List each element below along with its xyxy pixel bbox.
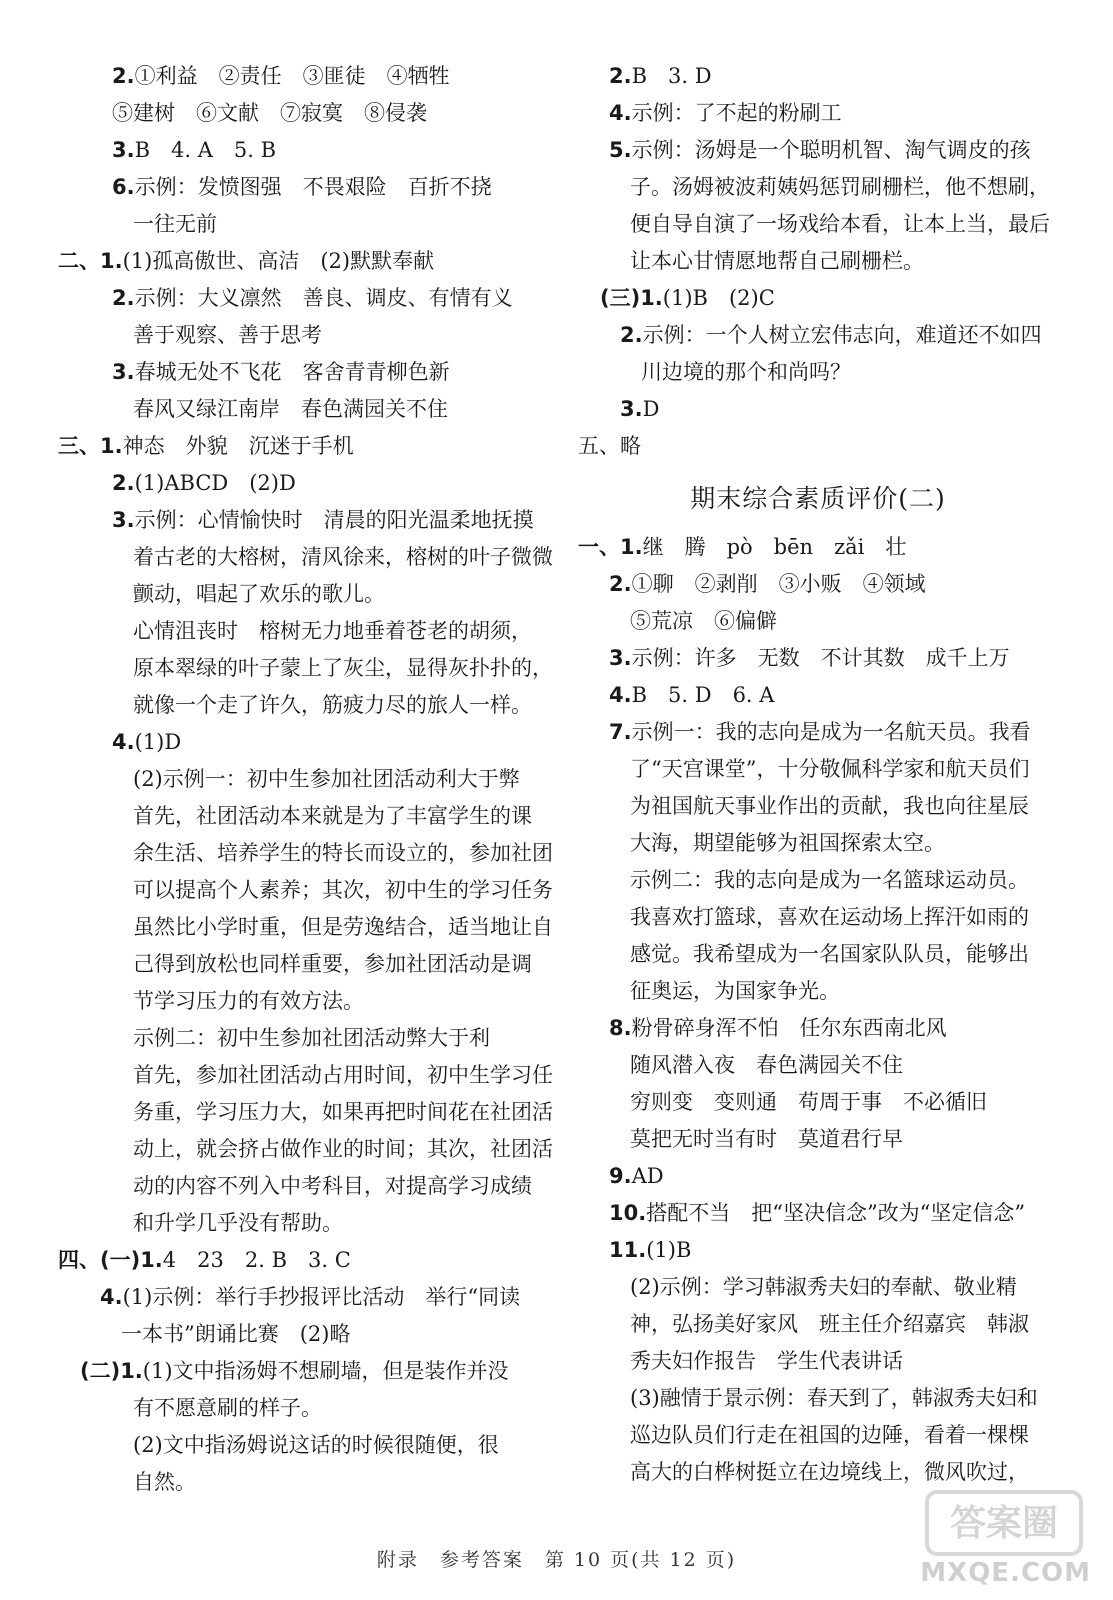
answer-text: 一本书”朗诵比赛 (2)略 <box>100 1322 351 1346</box>
answer-line <box>58 132 558 169</box>
answer-text: 神态 外貌 沉迷于手机 <box>122 434 354 458</box>
answer-line <box>58 95 558 132</box>
answer-line <box>58 576 558 613</box>
answer-text: 自然。 <box>112 1470 196 1494</box>
answer-line <box>578 1380 1058 1417</box>
answer-text: 大海，期望能够为祖国探索太空。 <box>609 831 945 855</box>
answer-line <box>58 169 558 206</box>
answer-line <box>578 95 1058 132</box>
answer-text: 春城无处不飞花 客舍青青柳色新 <box>134 360 450 384</box>
answer-line <box>58 280 558 317</box>
answer-text: 高大的白桦树挺立在边境线上，微风吹过， <box>609 1460 1029 1484</box>
question-number: 6. <box>112 175 135 199</box>
answer-text: 示例：心情愉快时 清晨的阳光温柔地抚摸 <box>134 508 534 532</box>
answer-line <box>58 1464 558 1501</box>
answer-line <box>58 835 558 872</box>
answer-line <box>58 1390 558 1427</box>
question-number: 5. <box>609 138 632 162</box>
answer-line <box>578 243 1058 280</box>
answer-line <box>58 1353 558 1390</box>
answer-text: ①聊 ②剥削 ③小贩 ④领域 <box>631 572 926 596</box>
answer-line <box>58 761 558 798</box>
question-number: 2. <box>112 64 135 88</box>
answer-text: 我喜欢打篮球，喜欢在运动场上挥汗如雨的 <box>609 905 1029 929</box>
answer-line <box>578 529 1058 566</box>
answer-line <box>58 1316 558 1353</box>
answer-line <box>578 1417 1058 1454</box>
answer-text: 心情沮丧时 榕树无力地垂着苍老的胡须， <box>112 619 532 643</box>
answer-text: 秀夫妇作报告 学生代表讲话 <box>609 1349 903 1373</box>
answer-text: 可以提高个人素养；其次，初中生的学习任务 <box>112 878 553 902</box>
answer-text: ①利益 ②责任 ③匪徒 ④牺牲 <box>134 64 450 88</box>
answer-text: (1)B <box>646 1238 692 1262</box>
question-number: 4. <box>609 101 632 125</box>
answer-line <box>578 1195 1058 1232</box>
answer-text: 示例：许多 无数 不计其数 成千上万 <box>631 646 1010 670</box>
answer-text: 五、略 <box>578 434 641 458</box>
answer-text: D <box>642 397 660 421</box>
page-footer: 附录 参考答案 第 10 页(共 12 页) <box>376 1549 737 1571</box>
answer-text: 余生活、培养学生的特长而设立的，参加社团 <box>112 841 553 865</box>
answer-text: 神，弘扬美好家风 班主任介绍嘉宾 韩淑 <box>609 1312 1029 1336</box>
answer-text: 搭配不当 把“坚决信念”改为“坚定信念” <box>646 1201 1026 1225</box>
answer-line <box>578 1269 1058 1306</box>
answer-line <box>58 1020 558 1057</box>
answer-text: 粉骨碎身浑不怕 任尔东西南北风 <box>631 1016 947 1040</box>
answer-text: B 4. A 5. B <box>134 138 277 162</box>
question-number: 3. <box>609 646 632 670</box>
answer-line <box>578 640 1058 677</box>
answer-text: (1)孤高傲世、高洁 (2)默默奉献 <box>122 249 435 273</box>
question-number: (三)1. <box>600 286 663 310</box>
answer-line <box>58 946 558 983</box>
answer-line <box>578 1158 1058 1195</box>
answer-line <box>58 354 558 391</box>
answer-line <box>58 317 558 354</box>
answer-line <box>578 58 1058 95</box>
answer-text: 让本心甘情愿地帮自己刷栅栏。 <box>609 249 924 273</box>
answer-text: 和升学几乎没有帮助。 <box>112 1211 343 1235</box>
answer-text: (1)ABCD (2)D <box>134 471 296 495</box>
answer-text: 虽然比小学时重，但是劳逸结合，适当地让自 <box>112 915 553 939</box>
answer-text: 一往无前 <box>112 212 217 236</box>
question-number: 二、1. <box>58 249 123 273</box>
answer-text: (1)示例：举行手抄报评比活动 举行“同读 <box>122 1285 521 1309</box>
question-number: 4. <box>100 1285 123 1309</box>
answer-text: 春风又绿江南岸 春色满园关不住 <box>112 397 448 421</box>
answer-line <box>578 169 1058 206</box>
question-number: 3. <box>620 397 643 421</box>
answer-line <box>578 862 1058 899</box>
right-column <box>578 58 1058 1491</box>
answer-line <box>578 1084 1058 1121</box>
answer-line <box>58 909 558 946</box>
answer-line <box>578 1010 1058 1047</box>
answer-text: 就像一个走了许久，筋疲力尽的旅人一样。 <box>112 693 532 717</box>
answer-text: 巡边队员们行走在祖国的边陲，看着一棵棵 <box>609 1423 1029 1447</box>
answer-text: 为祖国航天事业作出的贡献，我也向往星辰 <box>609 794 1029 818</box>
answer-line <box>578 1343 1058 1380</box>
question-number: 三、1. <box>58 434 123 458</box>
question-number: 7. <box>609 720 632 744</box>
answer-text: ⑤建树 ⑥文献 ⑦寂寞 ⑧侵袭 <box>112 101 427 125</box>
answer-text: 示例：汤姆是一个聪明机智、淘气调皮的孩 <box>631 138 1031 162</box>
answer-line <box>578 206 1058 243</box>
question-number: 2. <box>112 286 135 310</box>
answer-text: 示例：了不起的粉刷工 <box>631 101 842 125</box>
answer-line <box>58 1427 558 1464</box>
answer-line <box>578 428 1058 465</box>
answer-line <box>578 603 1058 640</box>
answer-line <box>578 391 1058 428</box>
answer-line <box>578 899 1058 936</box>
answer-line <box>58 1057 558 1094</box>
answer-text: (3)融情于景示例：春天到了，韩淑秀夫妇和 <box>609 1386 1038 1410</box>
answer-text: 穷则变 变则通 苟周于事 不必循旧 <box>609 1090 987 1114</box>
answer-line <box>58 798 558 835</box>
answer-text: 示例一：我的志向是成为一名航天员。我看 <box>631 720 1031 744</box>
answer-line <box>58 391 558 428</box>
answer-line <box>58 872 558 909</box>
answer-text: 随风潜入夜 春色满园关不住 <box>609 1053 903 1077</box>
answer-text: 动上，就会挤占做作业的时间；其次，社团活 <box>112 1137 553 1161</box>
answer-line <box>578 714 1058 751</box>
answer-line <box>578 677 1058 714</box>
answer-line <box>578 1232 1058 1269</box>
watermark-text: MXQE.COM <box>920 1558 1091 1588</box>
answer-line <box>58 206 558 243</box>
answer-text: (2)文中指汤姆说这话的时候很随便，很 <box>112 1433 499 1457</box>
answer-line <box>578 751 1058 788</box>
answer-text: 子。汤姆被波莉姨妈惩罚刷栅栏，他不想刷， <box>609 175 1050 199</box>
answer-text: 示例：发愤图强 不畏艰险 百折不挠 <box>134 175 492 199</box>
answer-line <box>58 1131 558 1168</box>
answer-line <box>578 317 1058 354</box>
section-title: 期末综合素质评价(二) <box>690 484 946 513</box>
answer-line <box>58 724 558 761</box>
left-column <box>58 58 558 1501</box>
question-number: 4. <box>609 683 632 707</box>
answer-line <box>578 1454 1058 1491</box>
answer-line <box>58 465 558 502</box>
question-number: 2. <box>112 471 135 495</box>
question-number: 9. <box>609 1164 632 1188</box>
answer-line <box>578 936 1058 973</box>
watermark-logo <box>921 1490 1091 1590</box>
question-number: 一、1. <box>578 535 643 559</box>
right-column-bottom <box>578 529 1058 1491</box>
answer-text: 川边境的那个和尚吗？ <box>620 360 851 384</box>
question-number: 2. <box>620 323 643 347</box>
answer-text: 4 23 2. B 3. C <box>162 1248 351 1272</box>
answer-line <box>58 613 558 650</box>
answer-text: 有不愿意刷的样子。 <box>112 1396 322 1420</box>
answer-line <box>578 566 1058 603</box>
answer-line <box>578 132 1058 169</box>
answer-line <box>58 58 558 95</box>
answer-text: 善于观察、善于思考 <box>112 323 322 347</box>
answer-text: 首先，社团活动本来就是为了丰富学生的课 <box>112 804 532 828</box>
question-number: 3. <box>112 138 135 162</box>
answer-line <box>578 354 1058 391</box>
answer-line <box>578 280 1058 317</box>
answer-line <box>578 973 1058 1010</box>
answer-text: 继 腾 pò bēn zǎi 壮 <box>642 535 907 559</box>
answer-text: (1)文中指汤姆不想刷墙，但是装作并没 <box>142 1359 509 1383</box>
question-number: 8. <box>609 1016 632 1040</box>
question-number: 四、(一)1. <box>58 1248 163 1272</box>
answer-text: 动的内容不列入中考科目，对提高学习成绩 <box>112 1174 532 1198</box>
answer-line <box>58 1094 558 1131</box>
question-number: 10. <box>609 1201 647 1225</box>
answer-line <box>58 243 558 280</box>
answer-text: 节学习压力的有效方法。 <box>112 989 364 1013</box>
answer-text: 示例二：我的志向是成为一名篮球运动员。 <box>609 868 1029 892</box>
question-number: 11. <box>609 1238 647 1262</box>
answer-line <box>578 825 1058 862</box>
question-number: 3. <box>112 508 135 532</box>
answer-text: B 5. D 6. A <box>631 683 775 707</box>
answer-text: (2)示例：学习韩淑秀夫妇的奉献、敬业精 <box>609 1275 1017 1299</box>
answer-text: (1)B (2)C <box>662 286 775 310</box>
answer-line <box>578 1306 1058 1343</box>
question-number: 3. <box>112 360 135 384</box>
question-number: 2. <box>609 64 632 88</box>
answer-text: 务重，学习压力大，如果再把时间花在社团活 <box>112 1100 553 1124</box>
answer-line <box>58 539 558 576</box>
answer-text: (2)示例一：初中生参加社团活动利大于弊 <box>112 767 520 791</box>
answer-line <box>58 1168 558 1205</box>
answer-text: 征奥运，为国家争光。 <box>609 979 840 1003</box>
answer-line <box>578 1121 1058 1158</box>
answer-text: 原本翠绿的叶子蒙上了灰尘，显得灰扑扑的， <box>112 656 553 680</box>
answer-text: 了“天宫课堂”，十分敬佩科学家和航天员们 <box>609 757 1030 781</box>
question-number: 4. <box>112 730 135 754</box>
answer-line <box>578 1047 1058 1084</box>
answer-text: (1)D <box>134 730 182 754</box>
answer-text: 感觉。我希望成为一名国家队队员，能够出 <box>609 942 1029 966</box>
answer-line <box>58 687 558 724</box>
answer-line <box>58 502 558 539</box>
answer-line <box>58 428 558 465</box>
answer-text: 颤动，唱起了欢乐的歌儿。 <box>112 582 385 606</box>
watermark-badge: 答案圈 <box>925 1490 1083 1556</box>
question-number: (二)1. <box>80 1359 143 1383</box>
answer-text: 便自导自演了一场戏给本看，让本上当，最后 <box>609 212 1050 236</box>
answer-text: AD <box>631 1164 664 1188</box>
answer-line <box>58 983 558 1020</box>
answer-text: 着古老的大榕树，清风徐来，榕树的叶子微微 <box>112 545 553 569</box>
answer-line <box>578 788 1058 825</box>
answer-text: ⑤荒凉 ⑥偏僻 <box>609 609 777 633</box>
right-column-top <box>578 58 1058 465</box>
answer-line <box>58 1279 558 1316</box>
answer-text: 首先，参加社团活动占用时间，初中生学习任 <box>112 1063 553 1087</box>
question-number: 2. <box>609 572 632 596</box>
answer-text: 示例：大义凛然 善良、调皮、有情有义 <box>134 286 513 310</box>
answer-line <box>58 1205 558 1242</box>
answer-line <box>58 650 558 687</box>
answer-text: 示例二：初中生参加社团活动弊大于利 <box>112 1026 490 1050</box>
answer-text: 示例：一个人树立宏伟志向，难道还不如四 <box>642 323 1042 347</box>
answer-text: B 3. D <box>631 64 712 88</box>
answer-text: 莫把无时当有时 莫道君行早 <box>609 1127 903 1151</box>
answer-line <box>58 1242 558 1279</box>
answer-text: 己得到放松也同样重要，参加社团活动是调 <box>112 952 532 976</box>
